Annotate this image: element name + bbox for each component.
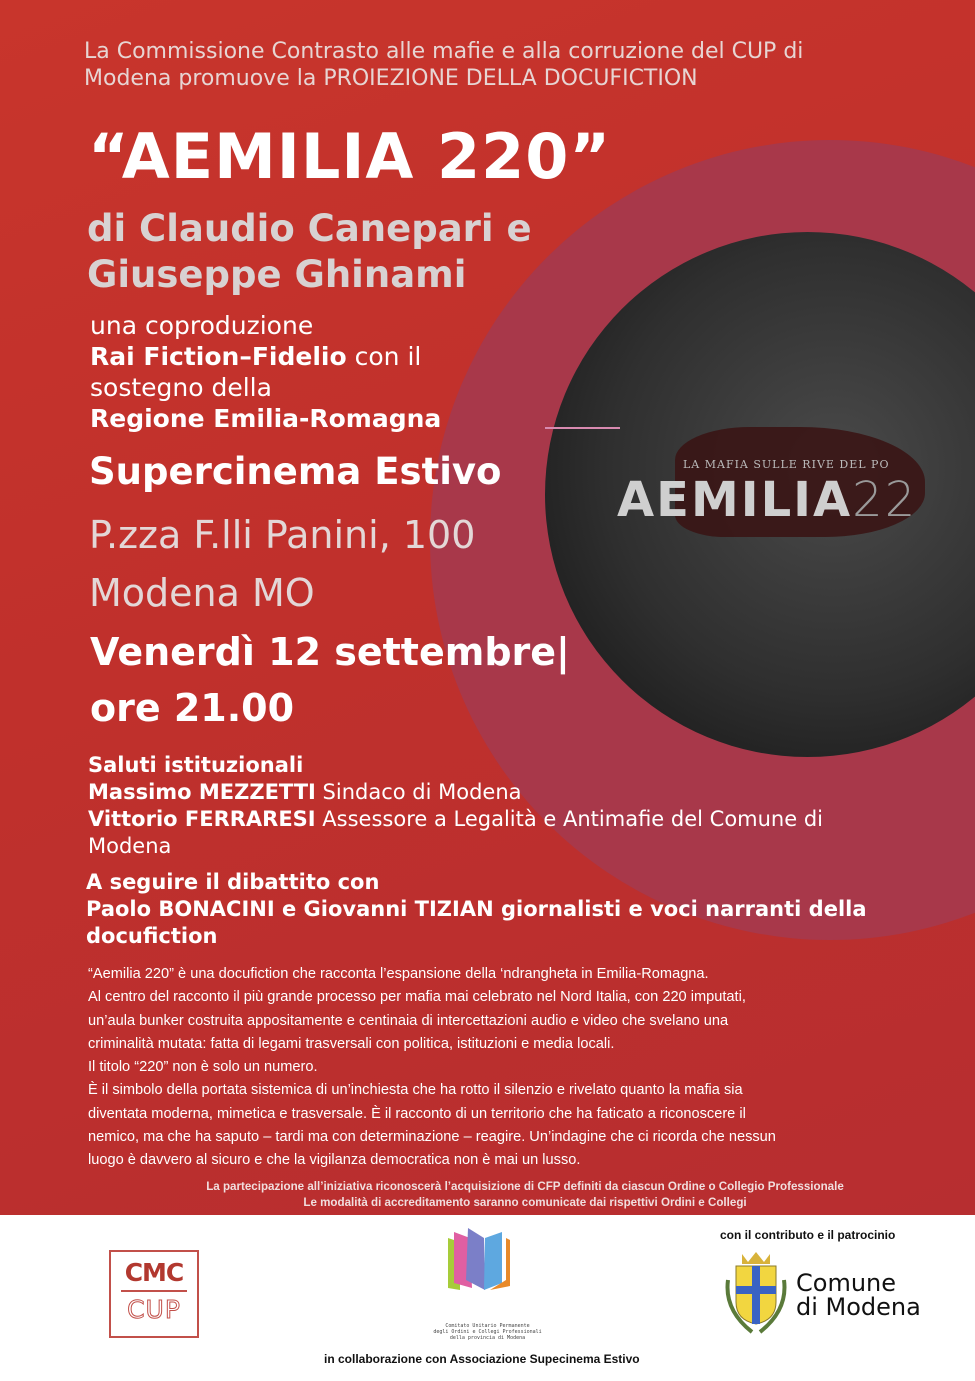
cmc-cup-logo: CMC CUP [109,1250,199,1338]
divider [545,427,620,429]
greetings: Saluti istituzionali Massimo MEZZETTI Sindaco di Modena Vittorio FERRARESI Assessore a Legalità e Antimafie del Comune di Modena [88,753,823,858]
venue-address: P.zza F.lli Panini, 100 Modena MO [89,513,476,615]
header-text: La Commissione Contrasto alle mafie e alla corruzione del CUP di Modena promuove la PROIEZIONE DELLA DOCUFICTION [84,39,804,91]
collaboration-label: in collaborazione con Associazione Supecinema Estivo [324,1352,640,1366]
patronage-label: con il contributo e il patrocinio [720,1228,896,1242]
film-title: “AEMILIA 220” [88,120,612,193]
open-book-icon [440,1228,530,1318]
cfp-note: La partecipazione all’iniziativa riconoscerà l’acquisizione di CFP definiti da ciascun Ordine o Collegio Professionale Le modalità di accreditamento saranno comunicate dai rispettivi Ordini e Collegi [206,1180,844,1209]
comune-di-modena-logo: Comune di Modena [796,1269,921,1321]
cup-caption: Comitato Unitario Permanente degli Ordini e Collegi Professionali della provincia di Modena [433,1323,542,1341]
film-tagline: LA MAFIA SULLE RIVE DEL PO [683,458,890,471]
film-logo: AEMILIA22 [617,472,918,528]
modena-coat-of-arms-icon [722,1250,790,1336]
coproduction: una coproduzione Rai Fiction–Fidelio con il sostegno della Regione Emilia-Romagna [90,311,442,433]
description: “Aemilia 220” è una docufiction che racconta l’espansione della ‘ndrangheta in Emilia-Romagna. Al centro del racconto il più grande processo per mafia mai celebrato nel Nord Italia, con 220 imputati, un’aula bunker costruita appositamente e centinaia di intercettazioni audio e video che svelano una criminalità mutata: fatta di legami trasversali con politica, istituzioni e media locali. Il titolo “220” non è solo un numero. È il simbolo della portata sistemica di un’inchiesta che ha rotto il silenzio e rivelato quanto la mafia sia diventata moderna, mimetica e trasversale. È il racconto di un territorio che ha faticato a riconoscere il nemico, ma che ha saputo – tardi ma con determinazione – reagire. Un’indagine che ci ricorda che nessun luogo è davvero al sicuro e che la vigilanza democratica non è mai un lusso. [88,966,776,1169]
event-date: Venerdì 12 settembre| ore 21.00 [90,630,570,730]
debate: A seguire il dibattito con Paolo BONACINI e Giovanni TIZIAN giornalisti e voci narranti della docufiction [86,870,867,948]
venue-name: Supercinema Estivo [89,450,502,493]
authors: di Claudio Canepari e Giuseppe Ghinami [87,207,532,296]
